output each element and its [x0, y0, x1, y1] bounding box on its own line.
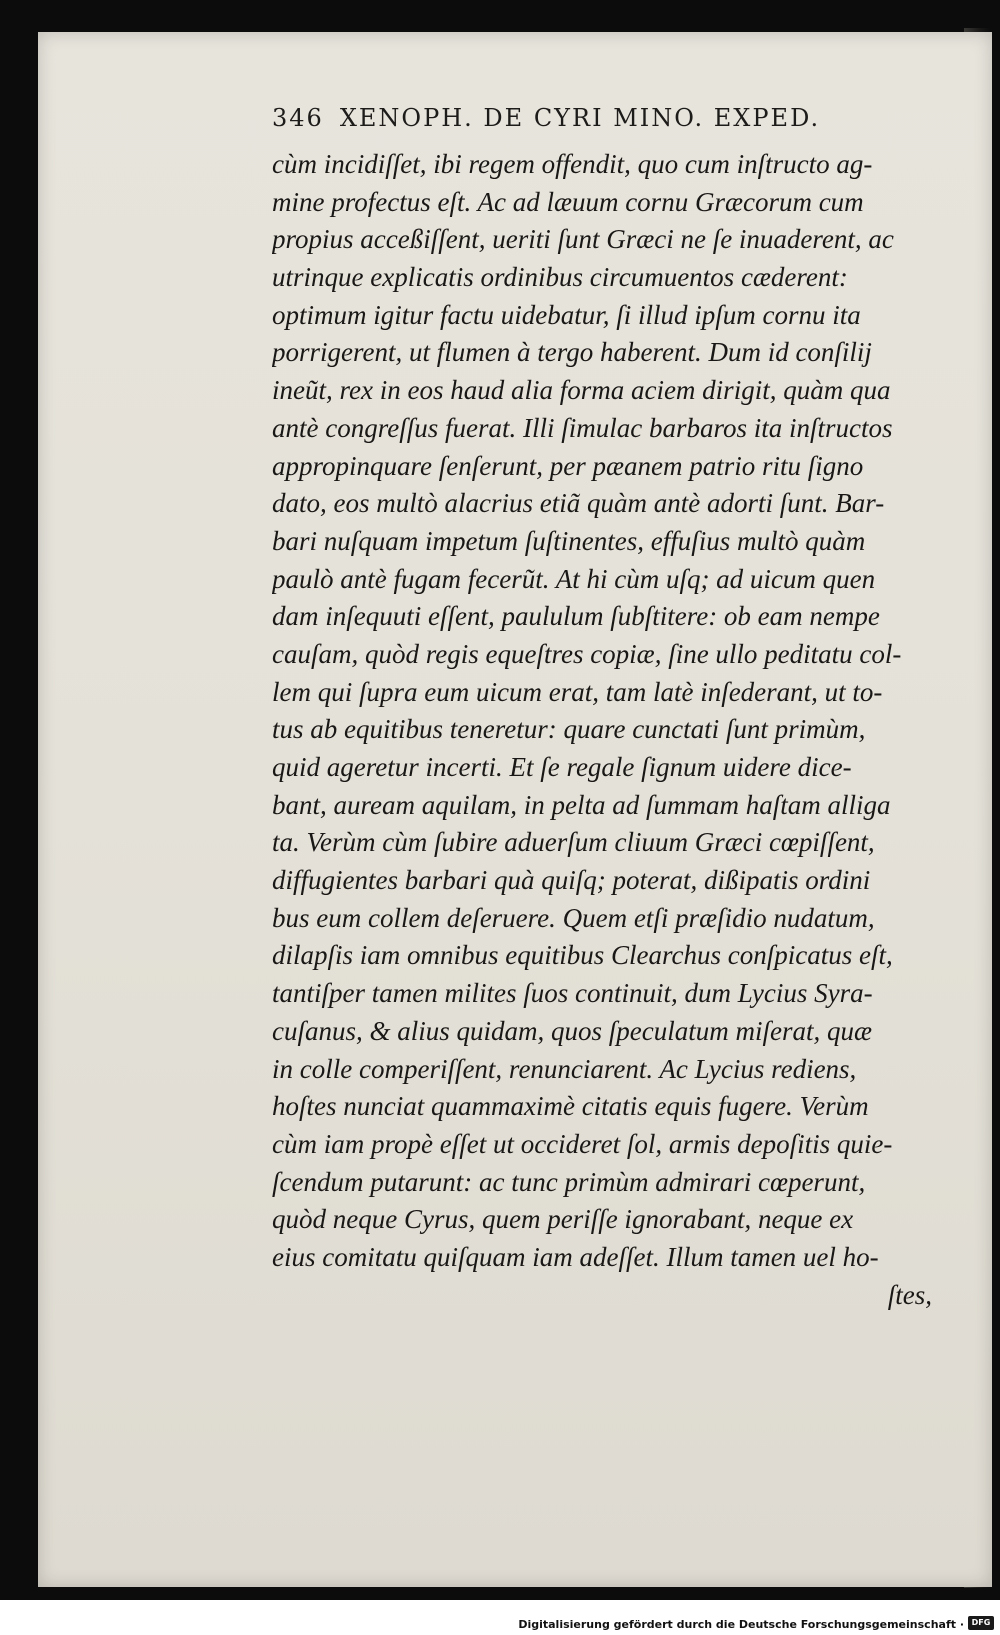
- text-line: antè congreſſus fuerat. Illi ſimulac barbaros ita inſtructos: [272, 412, 893, 443]
- text-line: mine profectus eſt. Ac ad læuum cornu Græcorum cum: [272, 186, 864, 217]
- text-line: dam inſequuti eſſent, paululum ſubſtitere: ob eam nempe: [272, 601, 880, 632]
- text-line: paulò antè fugam fecerũt. At hi cùm uſq; ad uicum quen: [272, 563, 876, 594]
- page-number: 346: [272, 104, 324, 132]
- footer-credit: Digitalisierung gefördert durch die Deutsche Forschungsgemeinschaft ·: [518, 1618, 964, 1631]
- text-line: quid ageretur incerti. Et ſe regale ſignum uidere dice-: [272, 752, 852, 782]
- text-line: bari nuſquam impetum ſuſtinentes, effuſius multò quàm: [272, 525, 866, 556]
- catchword: ſtes,: [887, 1279, 932, 1310]
- text-line: optimum igitur factu uidebatur, ſi illud ipſum cornu ita: [272, 299, 861, 330]
- text-line: bus eum collem deſeruere. Quem etſi præſidio nudatum,: [272, 902, 875, 933]
- text-line: utrinque explicatis ordinibus circumuentos cæderent:: [272, 262, 848, 293]
- text-line: cùm incidiſſet, ibi regem offendit, quo cum inſtructo ag-: [272, 149, 873, 179]
- text-line: dilapſis iam omnibus equitibus Clearchus conſpicatus eſt,: [272, 940, 893, 971]
- text-body: [272, 146, 932, 1314]
- running-title: XENOPH. DE CYRI MINO. EXPED.: [339, 104, 821, 132]
- text-line: dato, eos multò alacrius etiã quàm antè adorti ſunt. Bar-: [272, 488, 885, 519]
- text-line: eius comitatu quiſquam iam adeſſet. Illum tamen uel ho-: [272, 1241, 879, 1272]
- text-line: propius acceßiſſent, ueriti ſunt Græci ne ſe inuaderent, ac: [272, 224, 894, 255]
- text-line: appropinquare ſenſerunt, per pæanem patrio ritu ſigno: [272, 450, 864, 481]
- text-line: quòd neque Cyrus, quem periſſe ignorabant, neque ex: [272, 1204, 854, 1235]
- text-line: in colle comperiſſent, renunciarent. Ac Lycius rediens,: [272, 1053, 857, 1084]
- text-line: ineũt, rex in eos haud alia forma aciem dirigit, quàm qua: [272, 375, 891, 406]
- text-line: ta. Verùm cùm ſubire aduerſum cliuum Græci cœpiſſent,: [272, 827, 875, 858]
- running-header: [272, 104, 892, 144]
- text-line: tus ab equitibus teneretur: quare cunctati ſunt primùm,: [272, 714, 866, 745]
- text-line: bant, auream aquilam, in pelta ad ſummam haſtam alliga: [272, 789, 891, 820]
- text-line: ſcendum putarunt: ac tunc primùm admirari cœperunt,: [272, 1166, 866, 1197]
- text-line: tantiſper tamen milites ſuos continuit, dum Lycius Syra-: [272, 978, 873, 1009]
- text-line: cauſam, quòd regis equeſtres copiæ, ſine ullo peditatu col-: [272, 638, 902, 669]
- text-line: cùm iam propè eſſet ut occideret ſol, armis depoſitis quie-: [272, 1128, 893, 1159]
- text-line: diffugientes barbari quà quiſq; poterat, dißipatis ordini: [272, 865, 871, 896]
- dfg-logo: DFG: [968, 1616, 994, 1630]
- text-line: hoſtes nunciat quammaximè citatis equis fugere. Verùm: [272, 1091, 869, 1122]
- text-line: porrigerent, ut flumen à tergo haberent. Dum id conſilij: [272, 337, 872, 368]
- text-line: lem qui ſupra eum uicum erat, tam latè inſederant, ut to-: [272, 676, 883, 707]
- text-line: cuſanus, & alius quidam, quos ſpeculatum miſerat, quæ: [272, 1015, 872, 1046]
